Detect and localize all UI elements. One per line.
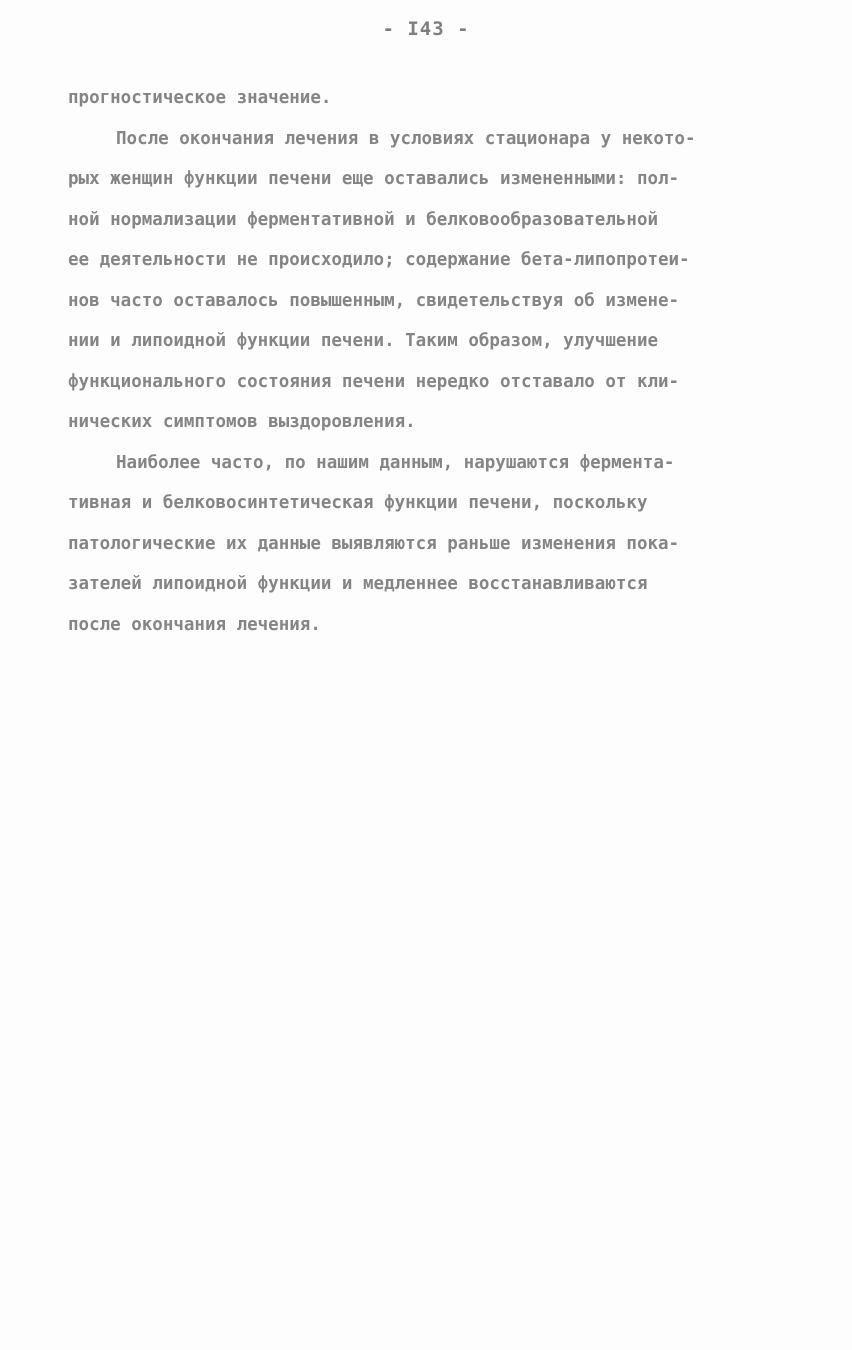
text-line: зателей липоидной функции и медленнее восстанавливаются: [68, 574, 648, 594]
text-line: после окончания лечения.: [68, 614, 321, 635]
text-line: нов часто оставалось повышенным, свидетельствуя об измене-: [68, 290, 680, 311]
text-line: Наиболее часто, по нашим данным, нарушаются фермента-: [116, 452, 675, 473]
text-line: После окончания лечения в условиях стационара у некото-: [116, 128, 696, 149]
text-line: ной нормализации ферментативной и белковообразовательной: [68, 209, 659, 230]
text-line: прогностическое значение.: [68, 88, 332, 108]
text-line: рых женщин функции печени еще оставались измененными: пол-: [68, 169, 680, 189]
text-line: нических симптомов выздоровления.: [68, 412, 416, 432]
body-text: [68, 78, 788, 645]
page-number: - I43 -: [382, 18, 470, 40]
text-line: функционального состояния печени нередко отставало от кли-: [68, 371, 680, 392]
text-line: нии и липоидной функции печени. Таким образом, улучшение: [68, 331, 659, 351]
text-line: тивная и белковосинтетическая функции печени, поскольку: [68, 493, 648, 513]
text-line: патологические их данные выявляются раньше изменения пока-: [68, 533, 680, 554]
text-line: ее деятельности не происходило; содержание бета-липопротеи-: [68, 250, 690, 270]
